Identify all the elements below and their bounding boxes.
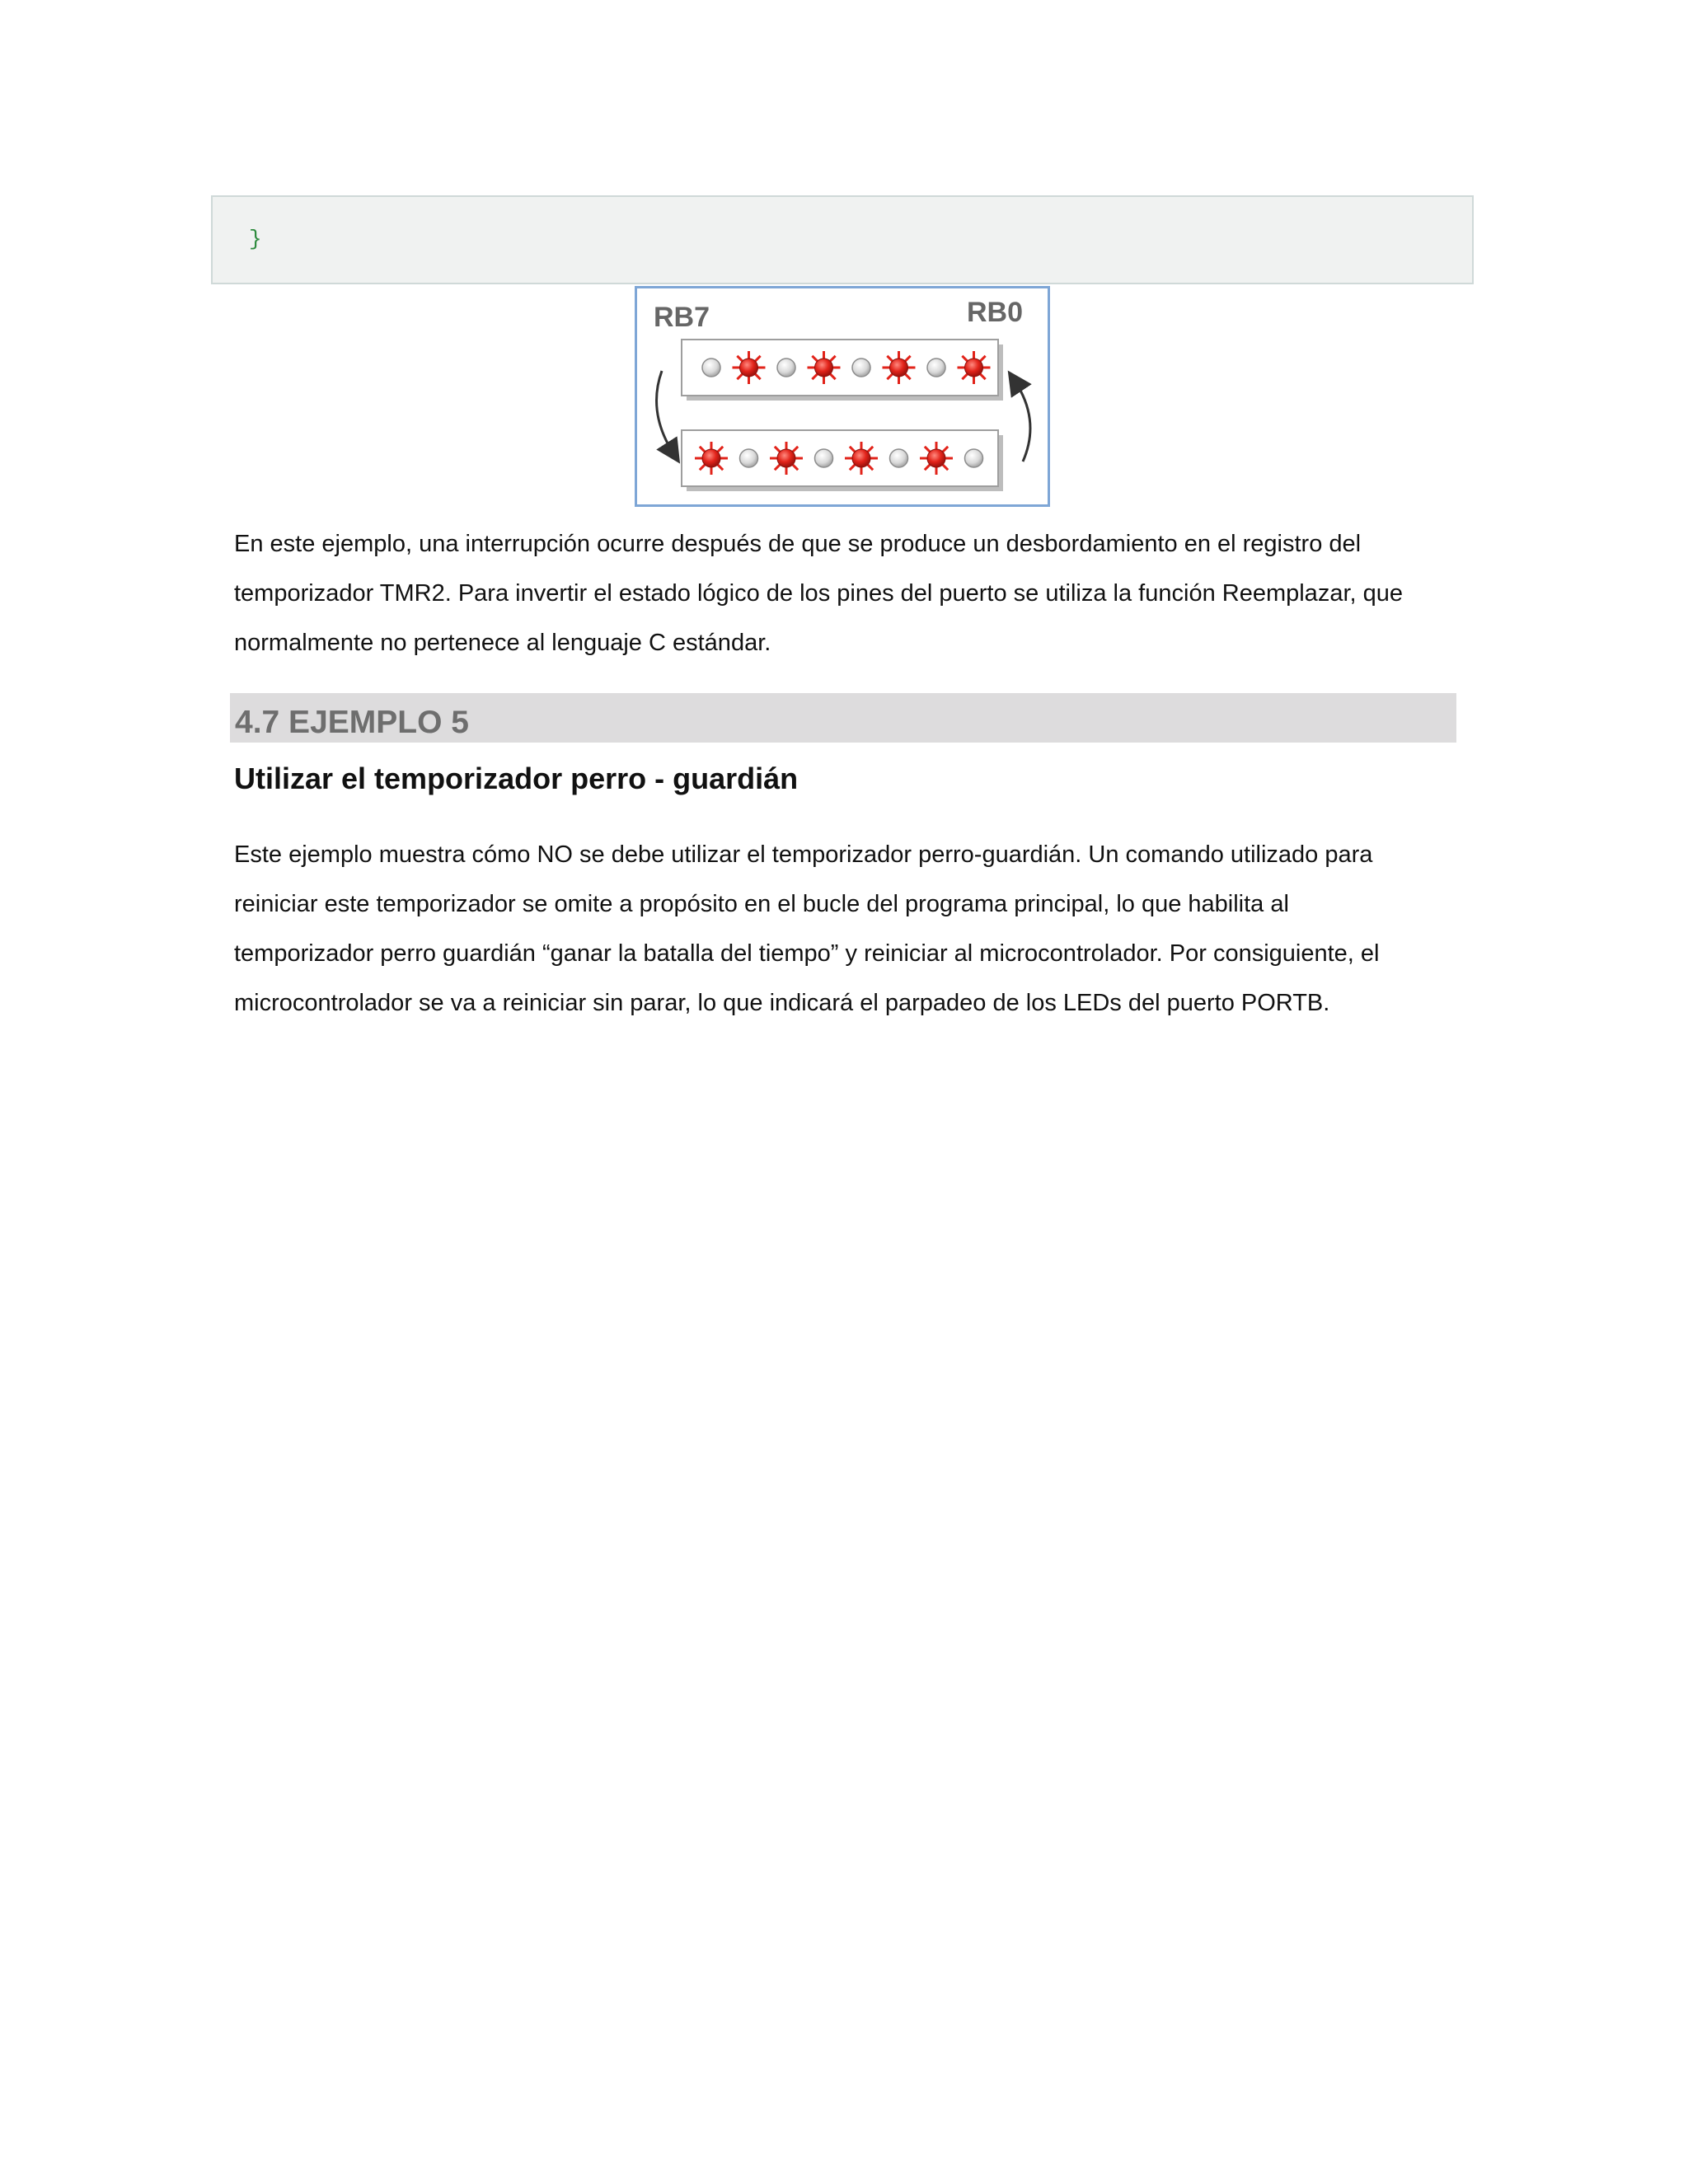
led-diagram-svg [637, 288, 1048, 504]
led-off-icon [852, 359, 870, 377]
label-rb0: RB0 [967, 297, 1024, 328]
led-off-icon [965, 449, 983, 467]
section-subtitle: Utilizar el temporizador perro - guardián [234, 762, 799, 795]
led-on-icon [883, 351, 916, 384]
led-on-icon [845, 442, 878, 475]
led-diagram [635, 286, 1050, 507]
paragraph-tmr2: En este ejemplo, una interrupción ocurre después de que se produce un desbordamiento en el registro del temporizador TMR2. Para invertir el estado lógico de los pines del puerto se utiliza la función Reemplazar, que normalmente no pertenece al lenguaje C estándar. [234, 531, 1403, 656]
led-off-icon [777, 359, 795, 377]
label-rb7: RB7 [654, 302, 710, 333]
led-on-icon [733, 351, 766, 384]
code-block [211, 195, 1474, 284]
section-header-bar [230, 693, 1456, 743]
led-on-icon [920, 442, 953, 475]
led-on-icon [958, 351, 991, 384]
led-off-icon [740, 449, 758, 467]
arrow-left-icon [657, 371, 673, 453]
led-off-icon [702, 359, 720, 377]
led-off-icon [927, 359, 945, 377]
section-title: 4.7 EJEMPLO 5 [235, 705, 469, 740]
led-on-icon [808, 351, 841, 384]
led-on-icon [770, 442, 803, 475]
arrow-right-icon [1015, 381, 1030, 462]
led-off-icon [815, 449, 833, 467]
code-closing-brace: } [249, 227, 262, 251]
paragraph-watchdog: Este ejemplo muestra cómo NO se debe utilizar el temporizador perro-guardián. Un comando utilizado para reiniciar este temporizador se omite a propósito en el bucle del programa principal, lo que habilita al temporizador perro guardián “ganar la batalla del tiempo” y reiniciar al microcontrolador. Por consiguiente, el microcontrolador se va a reiniciar sin parar, lo que indicará el parpadeo de los LEDs del puerto PORTB. [234, 841, 1380, 1016]
led-on-icon [695, 442, 728, 475]
led-off-icon [890, 449, 908, 467]
